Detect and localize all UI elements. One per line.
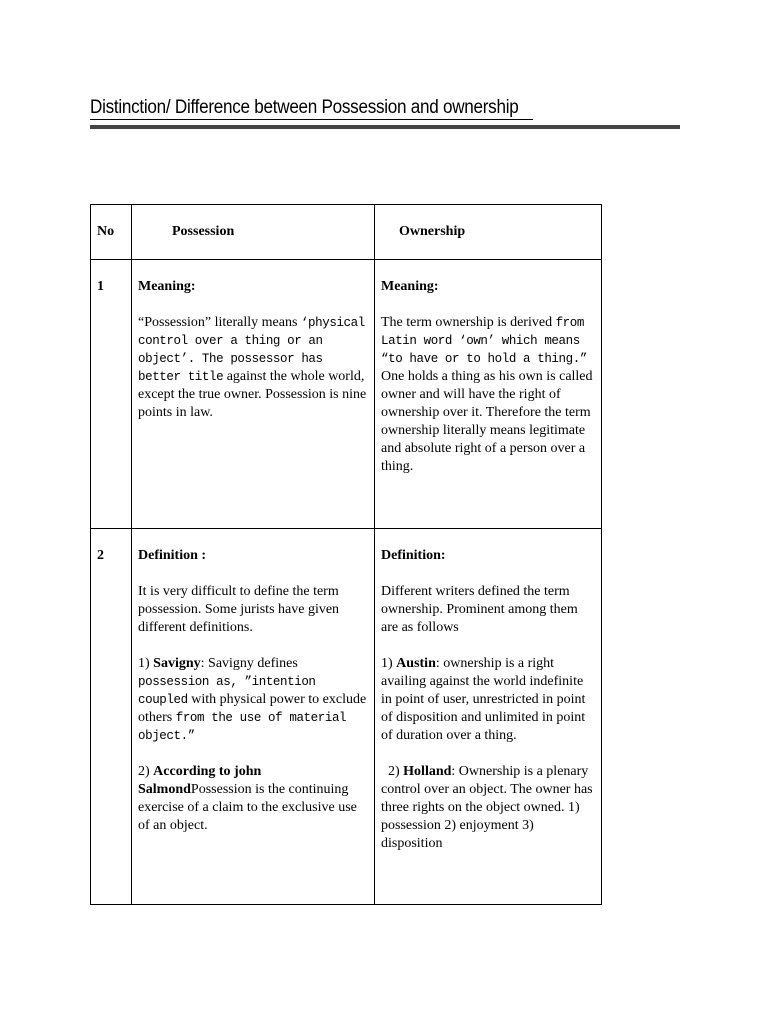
- possession-definition-cell: [132, 529, 375, 905]
- ownership-meaning-cell: [375, 260, 602, 529]
- possession-meaning-label: Meaning:: [138, 279, 196, 294]
- possession-meaning-cell: [132, 260, 375, 529]
- possession-definition-salmond: 2) According to john SalmondPossession is the continuing exercise of a claim to the exclusive use of an object.: [138, 764, 357, 833]
- comparison-table: [90, 204, 602, 905]
- possession-definition-savigny: 1) Savigny: Savigny defines possession as, ”intention coupled with physical power to exclude others from the use of material object.”: [138, 656, 367, 743]
- header-possession: Possession: [132, 205, 375, 260]
- table-row: [91, 260, 602, 529]
- row-number: 1: [97, 279, 104, 294]
- possession-meaning-text: “Possession” literally means ‘physical control over a thing or an object’. The possessor has better title against the whole world, except the true owner. Possession is nine points in law.: [138, 315, 367, 420]
- table-row: [91, 529, 602, 905]
- possession-definition-intro: It is very difficult to define the term possession. Some jurists have given different definitions.: [138, 584, 340, 635]
- title-underline: [90, 119, 533, 120]
- header-ownership: Ownership: [375, 205, 602, 260]
- ownership-meaning-label: Meaning:: [381, 279, 439, 294]
- ownership-definition-intro: Different writers defined the term ownership. Prominent among them are as follows: [381, 584, 578, 635]
- ownership-meaning-text: The term ownership is derived from Latin word ‘own’ which means “to have or to hold a thing.” One holds a thing as his own is called owner and will have the right of ownership over it. Therefore the term ownership literally means legitimate and absolute right of a person over a thing.: [381, 315, 593, 474]
- row-number-cell: [91, 260, 132, 529]
- table-header-row: [91, 205, 602, 260]
- document-title: Distinction/ Difference between Possession and ownership: [90, 97, 519, 118]
- ownership-definition-label: Definition:: [381, 548, 446, 563]
- title-rule: [90, 125, 680, 129]
- header-no: No: [91, 205, 132, 260]
- ownership-definition-holland: 2) Holland: Ownership is a plenary control over an object. The owner has three rights on the object owned. 1) possession 2) enjoyment 3) disposition: [381, 764, 597, 851]
- possession-definition-label: Definition :: [138, 548, 207, 563]
- ownership-definition-austin: 1) Austin: ownership is a right availing against the world indefinite in point of user, unrestricted in point of disposition and unlimited in point of duration over a thing.: [381, 656, 586, 743]
- ownership-definition-cell: [375, 529, 602, 905]
- row-number-cell: [91, 529, 132, 905]
- row-number: 2: [97, 548, 104, 563]
